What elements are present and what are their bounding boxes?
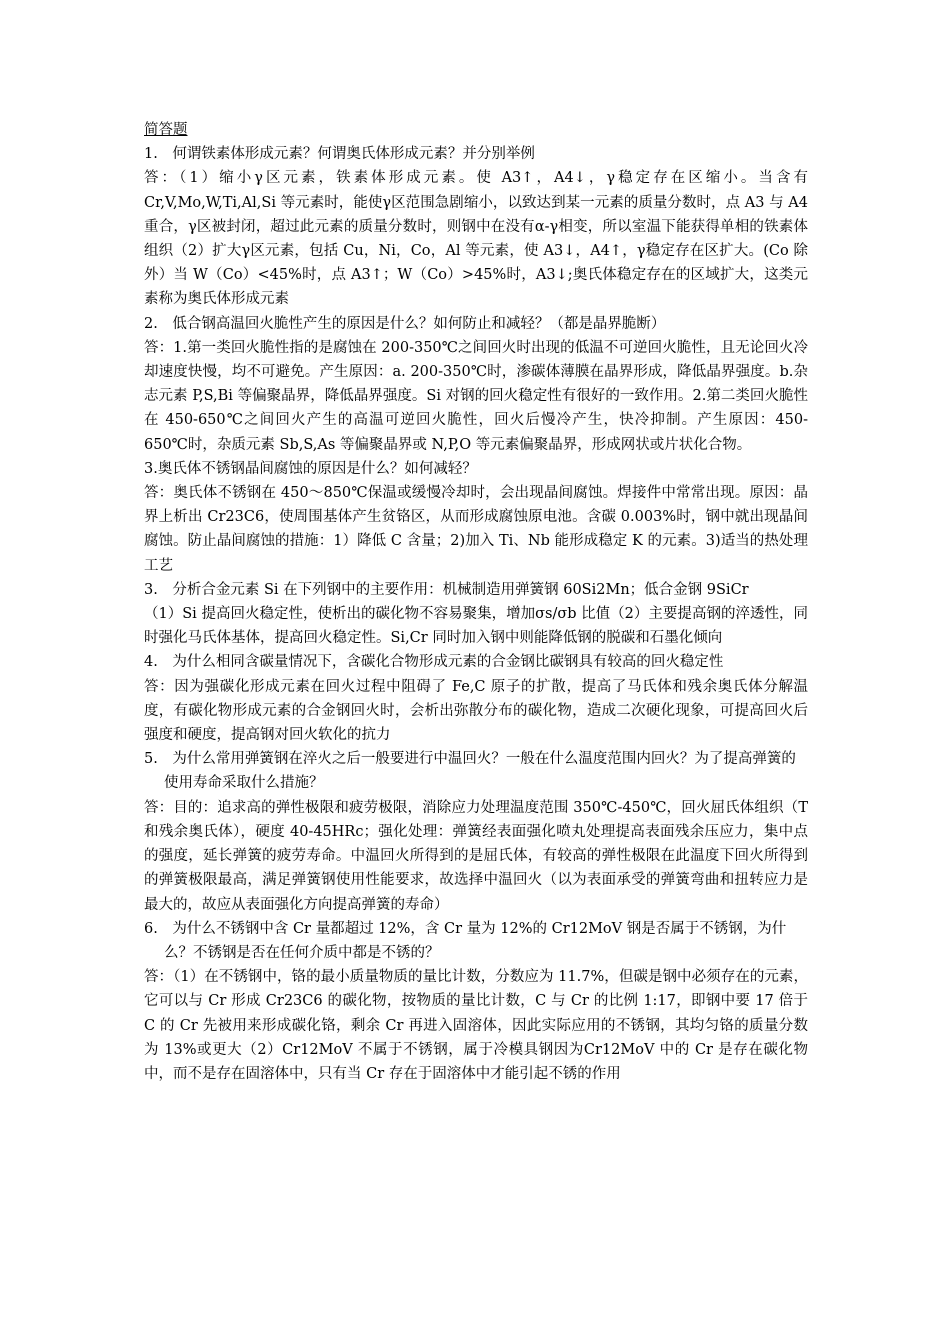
answer-1: 答：（1）缩小γ区元素，铁素体形成元素。使 A3↑，A4↓，γ稳定存在区缩小。当含有Cr,V,Mo,W,Ti,Al,Si 等元素时，能使γ区范围急剧缩小，以致达到某一元素的质量分数时，点 A3 与 A4 重合，γ区被封闭，超过此元素的质量分数时，则钢中在没有α-γ相变，所以室温下能获得单相的铁素体组织（2）扩大γ区元素，包括 Cu，Ni，Co，Al 等元素，使 A3↓，A4↑，γ稳定存在区扩大。(Co 除外）当 W（Co）<45%时，点 A3↑；W（Co）>45%时，A3↓;奥氏体稳定存在的区域扩大，这类元素称为奥氏体形成元素 xyxy=(144,170,808,308)
question-1: 1. 何谓铁素体形成元素？何谓奥氏体形成元素？并分别举例 xyxy=(144,146,535,163)
document-body xyxy=(144,118,808,1086)
question-7: 6. 为什么不锈钢中含 Cr 量都超过 12%，含 Cr 量为 12%的 Cr12MoV 钢是否属于不锈钢，为什么？不锈钢是否在任何介质中都是不锈的？ xyxy=(144,920,787,961)
answer-2: 答：1.第一类回火脆性指的是腐蚀在 200-350℃之间回火时出现的低温不可逆回火脆性，且无论回火冷却速度快慢，均不可避免。产生原因：a. 200-350℃时，渗碳体薄膜在晶界形成，降低晶界强度。b.杂志元素 P,S,Bi 等偏聚晶界，降低晶界强度。Si 对钢的回火稳定性有很好的一致作用。2.第二类回火脆性在 450-650℃之间回火产生的高温可逆回火脆性，回火后慢冷产生，快冷抑制。产生原因：450-650℃时，杂质元素 Sb,S,As 等偏聚晶界或 N,P,O 等元素偏聚晶界，形成网状或片状化合物。 xyxy=(144,339,808,453)
question-4: 3. 分析合金元素 Si 在下列钢中的主要作用：机械制造用弹簧钢 60Si2Mn；低合金钢 9SiCr xyxy=(144,581,749,598)
question-5: 4. 为什么相同含碳量情况下，含碳化合物形成元素的合金钢比碳钢具有较高的回火稳定性 xyxy=(144,654,724,671)
answer-7: 答：（1）在不锈钢中，铬的最小质量物质的量比计数，分数应为 11.7%，但碳是钢中必须存在的元素，它可以与 Cr 形成 Cr23C6 的碳化物，按物质的量比计数，C 与 Cr 的比例 1:17，即钢中要 17 倍于 C 的 Cr 先被用来形成碳化铬，剩余 Cr 再进入固溶体，因此实际应用的不锈钢，其均匀铬的质量分数为 13%或更大（2）Cr12MoV 不属于不锈钢，属于冷模具钢因为Cr12MoV 中的 Cr 是存在碳化物中，而不是存在固溶体中，只有当 Cr 存在于固溶体中才能引起不锈的作用 xyxy=(144,969,808,1082)
section-title: 简答题 xyxy=(144,122,188,138)
question-6: 5. 为什么常用弹簧钢在淬火之后一般要进行中温回火？一般在什么温度范围内回火？为了提高弹簧的使用寿命采取什么措施？ xyxy=(144,751,796,792)
answer-6: 答：目的：追求高的弹性极限和疲劳极限，消除应力处理温度范围 350℃-450℃，回火屈氏体组织（T 和残余奥氏体），硬度 40-45HRc；强化处理：弹簧经表面强化喷丸处理提高表面残余压应力，集中点的强度，延长弹簧的疲劳寿命。中温回火所得到的是屈氏体，有较高的弹性极限在此温度下回火所得到的弹簧极限最高，满足弹簧钢使用性能要求，故选择中温回火（以为表面承受的弹簧弯曲和扭转应力是最大的，故应从表面强化方向提高弹簧的寿命） xyxy=(144,799,808,913)
answer-3: 答：奥氏体不锈钢在 450～850℃保温或缓慢冷却时，会出现晶间腐蚀。焊接件中常常出现。原因：晶界上析出 Cr23C6，使周围基体产生贫铬区，从而形成腐蚀原电池。含碳 0.003%时，钢中就出现晶间腐蚀。防止晶间腐蚀的措施：1）降低 C 含量；2)加入 Ti、Nb 能形成稳定 K 的元素。3)适当的热处理工艺 xyxy=(144,485,808,574)
question-2: 2. 低合钢高温回火脆性产生的原因是什么？如何防止和减轻？（都是晶界脆断） xyxy=(144,315,666,332)
answer-4: （1）Si 提高回火稳定性，使析出的碳化物不容易聚集，增加σs/σb 比值（2）主要提高钢的淬透性，同时强化马氏体基体，提高回火稳定性。Si,Cr 同时加入钢中则能降低钢的脱碳和石墨化倾向 xyxy=(144,606,808,647)
question-3: 3.奥氏体不锈钢晶间腐蚀的原因是什么？如何减轻？ xyxy=(144,460,477,477)
answer-5: 答：因为强碳化形成元素在回火过程中阻碍了 Fe,C 原子的扩散，提高了马氏体和残余奥氏体分解温度，有碳化物形成元素的合金钢回火时，会析出弥散分布的碳化物，造成二次硬化现象，可提高回火后强度和硬度，提高钢对回火软化的抗力 xyxy=(144,678,808,744)
